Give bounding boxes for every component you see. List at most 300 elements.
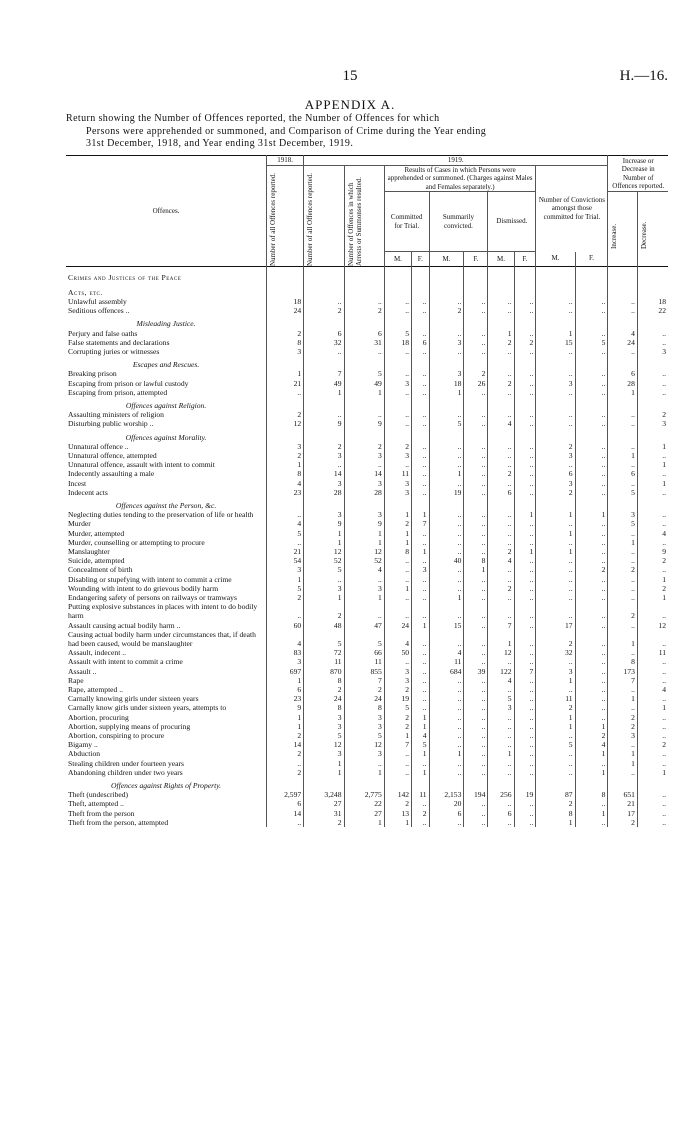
empty-cell [575, 266, 608, 282]
value-cell: 3 [344, 451, 384, 460]
empty-cell [637, 356, 668, 369]
value-cell: .. [464, 460, 488, 469]
value-cell: 6 [344, 329, 384, 338]
value-cell: 2 [304, 818, 344, 827]
value-cell: 4 [429, 648, 464, 657]
value-cell: .. [267, 538, 304, 547]
value-cell: 1 [412, 768, 429, 777]
value-cell: 2 [304, 442, 344, 451]
value-cell: .. [429, 740, 464, 749]
offence-label: Assault causing actual bodily harm .. [66, 621, 267, 630]
section-heading-row [66, 315, 668, 328]
convictions-m-header: M. [536, 252, 575, 266]
value-cell: .. [536, 584, 575, 593]
value-cell: .. [514, 657, 536, 666]
value-cell: .. [384, 419, 411, 428]
value-cell: 2 [575, 731, 608, 740]
value-cell: .. [608, 547, 637, 556]
value-cell: .. [384, 347, 411, 356]
value-cell: 27 [304, 799, 344, 808]
value-cell: 9 [304, 519, 344, 528]
value-cell: 2 [488, 547, 514, 556]
value-cell: .. [464, 306, 488, 315]
value-cell: .. [429, 510, 464, 519]
value-cell: .. [464, 759, 488, 768]
value-cell: .. [608, 442, 637, 451]
empty-cell [384, 397, 411, 410]
value-cell: 1 [575, 768, 608, 777]
value-cell: .. [384, 556, 411, 565]
value-cell: 1 [304, 529, 344, 538]
value-cell: 66 [344, 648, 384, 657]
empty-cell [267, 282, 304, 297]
offence-label: Wounding with intent to do grievous bodily harm [66, 584, 267, 593]
value-cell: .. [514, 694, 536, 703]
value-cell: 17 [536, 621, 575, 630]
value-cell: .. [575, 347, 608, 356]
value-cell: 11 [384, 469, 411, 478]
value-cell: .. [464, 740, 488, 749]
empty-cell [344, 315, 384, 328]
value-cell: 3,248 [304, 790, 344, 799]
table-row [66, 575, 668, 584]
empty-cell [464, 429, 488, 442]
value-cell: .. [514, 379, 536, 388]
value-cell: 8 [304, 703, 344, 712]
value-cell: .. [464, 676, 488, 685]
value-cell: 2 [536, 442, 575, 451]
empty-cell [267, 777, 304, 790]
value-cell: .. [536, 369, 575, 378]
value-cell: 2 [384, 799, 411, 808]
empty-cell [267, 397, 304, 410]
value-cell: .. [412, 469, 429, 478]
value-cell: .. [384, 306, 411, 315]
value-cell: 11 [536, 694, 575, 703]
value-cell: 47 [344, 621, 384, 630]
value-cell: .. [412, 388, 429, 397]
value-cell: .. [514, 529, 536, 538]
title-line-3: 31st December, 1918, and Year ending 31st December, 1919. [86, 138, 354, 149]
value-cell: 48 [304, 621, 344, 630]
value-cell: .. [575, 676, 608, 685]
value-cell: 1 [304, 768, 344, 777]
offence-label: Abandoning children under two years [66, 768, 267, 777]
value-cell: 22 [344, 799, 384, 808]
offence-label: Putting explosive substances in places with intent to do bodily harm [66, 602, 267, 620]
value-cell: 7 [412, 519, 429, 528]
value-cell: 2 [662, 740, 666, 750]
empty-cell [536, 429, 575, 442]
offence-label: Causing actual bodily harm under circumstances that, if death had been caused, would be manslaughter [66, 630, 267, 648]
empty-cell [514, 397, 536, 410]
value-cell: .. [464, 442, 488, 451]
value-cell: .. [429, 685, 464, 694]
value-cell: .. [514, 722, 536, 731]
value-cell: 6 [608, 469, 637, 478]
value-cell: 3 [429, 369, 464, 378]
value-cell: 24 [267, 306, 304, 315]
convictions-header: Number of Convictions amongst those committed for Trial. [536, 165, 608, 252]
value-cell: 7 [488, 621, 514, 630]
value-cell: 3 [344, 584, 384, 593]
value-cell: 2 [608, 565, 637, 574]
value-cell: .. [514, 593, 536, 602]
value-cell: .. [488, 451, 514, 460]
value-cell: 7 [304, 369, 344, 378]
value-cell: .. [514, 621, 536, 630]
value-cell: 1 [536, 529, 575, 538]
value-cell: .. [464, 519, 488, 528]
value-cell: .. [514, 442, 536, 451]
value-cell: 9 [267, 703, 304, 712]
value-cell: 7 [514, 667, 536, 676]
value-cell: 17 [608, 809, 637, 818]
value-cell: .. [488, 799, 514, 808]
value-cell: .. [267, 759, 304, 768]
value-cell: .. [608, 460, 637, 469]
value-cell: .. [514, 749, 536, 758]
value-cell: 1 [608, 538, 637, 547]
value-cell: .. [488, 740, 514, 749]
value-cell: .. [267, 388, 304, 397]
section-heading: Offences against Rights of Property. [66, 777, 267, 790]
value-cell: 1 [429, 469, 464, 478]
offence-label: Theft, attempted .. [66, 799, 267, 808]
table-row [66, 722, 668, 731]
value-cell: 6 [412, 338, 429, 347]
value-cell: .. [488, 713, 514, 722]
value-cell: .. [488, 369, 514, 378]
value-cell: .. [608, 556, 637, 565]
value-cell: .. [488, 768, 514, 777]
value-cell: .. [514, 469, 536, 478]
value-cell: 31 [304, 809, 344, 818]
offence-label: Disturbing public worship .. [66, 419, 267, 428]
value-cell: 2 [304, 306, 344, 315]
offence-label: Seditious offences .. [66, 306, 267, 315]
value-cell: 3 [344, 722, 384, 731]
value-cell: 2 [384, 519, 411, 528]
value-cell: 2 [662, 556, 666, 566]
value-cell: 12 [344, 740, 384, 749]
value-cell: 2 [536, 488, 575, 497]
value-cell: 5 [344, 731, 384, 740]
value-cell: .. [429, 703, 464, 712]
empty-cell [412, 266, 429, 282]
value-cell: 3 [384, 676, 411, 685]
value-cell: 7 [608, 676, 637, 685]
value-cell: 2 [384, 713, 411, 722]
empty-cell [488, 429, 514, 442]
value-cell: 1 [608, 630, 637, 648]
value-cell: 1 [464, 565, 488, 574]
table-row [66, 338, 668, 347]
value-cell: .. [608, 575, 637, 584]
offence-label: Perjury and false oaths [66, 329, 267, 338]
value-cell: 2 [344, 685, 384, 694]
value-cell: 1 [304, 759, 344, 768]
value-cell: .. [344, 410, 384, 419]
value-cell: 122 [488, 667, 514, 676]
value-cell: .. [575, 818, 608, 827]
table-row [66, 759, 668, 768]
value-cell: 173 [608, 667, 637, 676]
value-cell: .. [575, 556, 608, 565]
summarily-header: Summarily convicted. [429, 192, 488, 252]
value-cell: 1 [536, 547, 575, 556]
value-cell: .. [384, 768, 411, 777]
value-cell: 1 [384, 538, 411, 547]
offence-label: Unnatural offence, attempted [66, 451, 267, 460]
value-cell: 14 [267, 809, 304, 818]
value-cell: 24 [304, 694, 344, 703]
table-row [66, 630, 668, 648]
value-cell: 60 [267, 621, 304, 630]
table-row [66, 379, 668, 388]
table-row [66, 676, 668, 685]
value-cell: 1 [267, 722, 304, 731]
empty-cell [514, 777, 536, 790]
value-cell: .. [514, 799, 536, 808]
offence-label: Unlawful assembly [66, 297, 267, 306]
value-cell: 1 [267, 676, 304, 685]
value-cell: 5 [267, 529, 304, 538]
value-cell: .. [429, 731, 464, 740]
value-cell: .. [488, 731, 514, 740]
value-cell: .. [464, 488, 488, 497]
value-cell: 4 [267, 630, 304, 648]
value-cell: 1 [514, 510, 536, 519]
value-cell: 6 [267, 799, 304, 808]
value-cell: 28 [608, 379, 637, 388]
value-cell: 2 [267, 593, 304, 602]
value-cell: 1 [536, 510, 575, 519]
value-cell: 18 [267, 297, 304, 306]
value-cell: .. [384, 593, 411, 602]
value-cell: .. [536, 593, 575, 602]
value-cell: .. [384, 575, 411, 584]
value-cell: 2 [267, 329, 304, 338]
offence-label: Manslaughter [66, 547, 267, 556]
value-cell: .. [412, 479, 429, 488]
value-cell: .. [464, 510, 488, 519]
offence-label: Theft (undescribed) [66, 790, 267, 799]
value-cell: 4 [267, 519, 304, 528]
dismissed-header: Dismissed. [488, 192, 536, 252]
value-cell: .. [536, 388, 575, 397]
value-cell: 2 [608, 602, 637, 620]
value-cell: 3 [384, 379, 411, 388]
offence-label: Concealment of birth [66, 565, 267, 574]
empty-cell [429, 497, 464, 510]
value-cell: .. [662, 337, 666, 347]
offence-label: Abortion, procuring [66, 713, 267, 722]
value-cell: .. [608, 410, 637, 419]
value-cell: .. [575, 694, 608, 703]
value-cell: .. [536, 657, 575, 666]
value-cell: 1 [608, 451, 637, 460]
value-cell: .. [575, 621, 608, 630]
value-cell: .. [464, 731, 488, 740]
value-cell: 3 [488, 703, 514, 712]
value-cell: .. [514, 519, 536, 528]
increase-header: Increase. [610, 223, 619, 249]
value-cell: 2 [608, 722, 637, 731]
value-cell: 3 [662, 346, 666, 356]
empty-cell [412, 497, 429, 510]
value-cell: .. [488, 602, 514, 620]
value-cell: .. [412, 488, 429, 497]
value-cell: .. [412, 593, 429, 602]
value-cell: .. [429, 575, 464, 584]
value-cell: 49 [344, 379, 384, 388]
value-cell: .. [412, 694, 429, 703]
value-cell: 3 [608, 510, 637, 519]
value-cell: .. [412, 369, 429, 378]
value-cell: 28 [344, 488, 384, 497]
value-cell: 18 [658, 296, 666, 306]
value-cell: 1 [536, 722, 575, 731]
value-cell: .. [662, 799, 666, 809]
value-cell: .. [344, 575, 384, 584]
value-cell: .. [662, 469, 666, 479]
empty-cell [536, 777, 575, 790]
value-cell: .. [384, 297, 411, 306]
table-row [66, 799, 668, 808]
value-cell: .. [514, 648, 536, 657]
offence-label: Rape, attempted .. [66, 685, 267, 694]
value-cell: .. [662, 450, 666, 460]
value-cell: .. [608, 419, 637, 428]
table-row [66, 460, 668, 469]
value-cell: 8 [464, 556, 488, 565]
value-cell: .. [464, 630, 488, 648]
value-cell: 23 [267, 488, 304, 497]
value-cell: .. [575, 657, 608, 666]
table-row [66, 565, 668, 574]
empty-cell [464, 397, 488, 410]
value-cell: 1 [575, 749, 608, 758]
value-cell: .. [575, 630, 608, 648]
value-cell: 1 [536, 329, 575, 338]
empty-cell [384, 777, 411, 790]
value-cell: .. [575, 451, 608, 460]
empty-cell [304, 397, 344, 410]
increase-decrease-header: Increase or Decrease in Number of Offences reported. [608, 156, 668, 192]
value-cell: 3 [304, 722, 344, 731]
value-cell: 855 [344, 667, 384, 676]
value-cell: 32 [304, 338, 344, 347]
value-cell: .. [608, 584, 637, 593]
value-cell: 3 [384, 488, 411, 497]
offence-label: Unnatural offence, assault with intent to commit [66, 460, 267, 469]
value-cell: .. [575, 575, 608, 584]
section-heading-row [66, 356, 668, 369]
value-cell: 2 [267, 451, 304, 460]
results-header: Results of Cases in which Persons were apprehended or summoned. (Charges against Males and Females separately.) [384, 165, 536, 192]
value-cell: 6 [304, 329, 344, 338]
value-cell: .. [384, 749, 411, 758]
value-cell: 3 [344, 713, 384, 722]
value-cell: .. [662, 510, 666, 520]
value-cell: 1 [344, 818, 384, 827]
value-cell: 2 [429, 306, 464, 315]
value-cell: .. [464, 297, 488, 306]
empty-cell [575, 397, 608, 410]
value-cell: .. [488, 538, 514, 547]
table-row [66, 519, 668, 528]
value-cell: 3 [267, 442, 304, 451]
value-cell: .. [304, 410, 344, 419]
offence-label: Carnally know girls under sixteen years, attempts to [66, 703, 267, 712]
value-cell: 5 [267, 584, 304, 593]
value-cell: .. [464, 419, 488, 428]
value-cell: .. [514, 306, 536, 315]
value-cell: .. [429, 722, 464, 731]
empty-cell [608, 315, 637, 328]
value-cell: 6 [429, 809, 464, 818]
value-cell: 1 [344, 768, 384, 777]
value-cell: 1 [344, 593, 384, 602]
value-cell: 2 [267, 410, 304, 419]
offence-label: Carnally knowing girls under sixteen years [66, 694, 267, 703]
empty-cell [536, 315, 575, 328]
value-cell: .. [464, 575, 488, 584]
value-cell: .. [488, 519, 514, 528]
empty-cell [429, 777, 464, 790]
value-cell: 1 [608, 759, 637, 768]
offence-label: Bigamy .. [66, 740, 267, 749]
value-cell: 32 [536, 648, 575, 657]
value-cell: 22 [658, 306, 666, 316]
value-cell: .. [267, 818, 304, 827]
value-cell: 4 [488, 556, 514, 565]
value-cell: 2 [488, 379, 514, 388]
value-cell: .. [514, 575, 536, 584]
value-cell: 1 [384, 818, 411, 827]
committed-f-header: F. [412, 252, 429, 266]
value-cell: 12 [304, 740, 344, 749]
value-cell: .. [429, 410, 464, 419]
value-cell: 2 [267, 731, 304, 740]
value-cell: .. [384, 369, 411, 378]
value-cell: 4 [412, 731, 429, 740]
empty-cell [536, 356, 575, 369]
value-cell: .. [344, 297, 384, 306]
table-row [66, 510, 668, 519]
value-cell: 1 [608, 749, 637, 758]
value-cell: .. [412, 685, 429, 694]
value-cell: .. [514, 297, 536, 306]
value-cell: .. [514, 479, 536, 488]
value-cell: 1 [662, 460, 666, 470]
value-cell: .. [662, 328, 666, 338]
value-cell: .. [412, 306, 429, 315]
empty-cell [536, 497, 575, 510]
table-row [66, 657, 668, 666]
table-row [66, 347, 668, 356]
value-cell: .. [464, 809, 488, 818]
value-cell: .. [429, 676, 464, 685]
empty-cell [344, 777, 384, 790]
value-cell: 2 [514, 338, 536, 347]
value-cell: .. [412, 410, 429, 419]
empty-cell [575, 429, 608, 442]
value-cell: .. [536, 410, 575, 419]
value-cell: .. [608, 479, 637, 488]
value-cell: .. [575, 479, 608, 488]
